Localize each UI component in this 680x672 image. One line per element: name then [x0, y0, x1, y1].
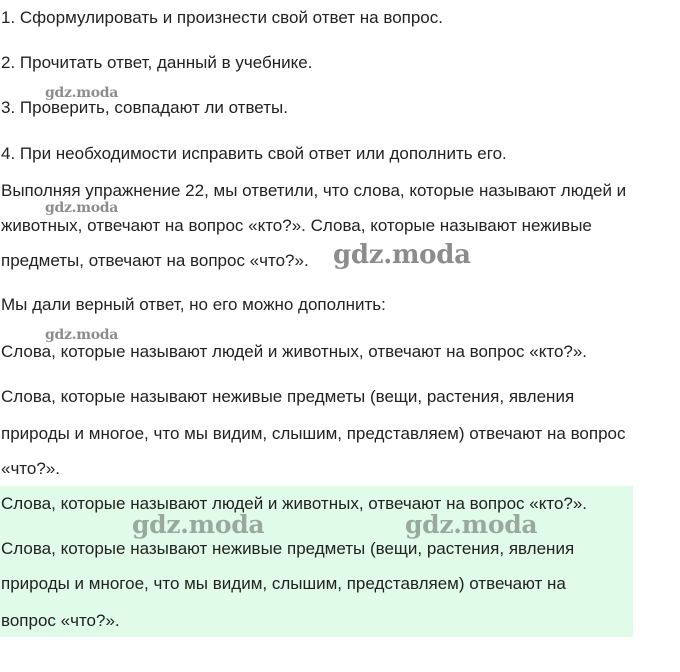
- watermark-2: gdz.moda: [45, 200, 119, 216]
- highlighted-line-1: Слова, которые называют людей и животных, отвечают на вопрос «кто?».: [1, 494, 588, 513]
- answer-line-4: «что?».: [1, 459, 60, 478]
- watermark-3: gdz.moda: [333, 240, 471, 270]
- step-1: 1. Сформулировать и произнести свой ответ на вопрос.: [1, 8, 443, 27]
- paragraph1-line-3: предметы, отвечают на вопрос «что?».: [1, 251, 309, 270]
- watermark-6: gdz.moda: [405, 510, 538, 539]
- step-3: 3. Проверить, совпадают ли ответы.: [1, 98, 288, 117]
- paragraph1-line-2: животных, отвечают на вопрос «кто?». Слова, которые называют неживые: [1, 216, 592, 235]
- highlighted-line-4: вопрос «что?».: [1, 611, 120, 630]
- answer-line-1: Слова, которые называют людей и животных, отвечают на вопрос «кто?».: [1, 342, 588, 361]
- highlighted-line-2: Слова, которые называют неживые предметы (вещи, растения, явления: [1, 539, 575, 558]
- watermark-1: gdz.moda: [45, 85, 119, 101]
- step-2: 2. Прочитать ответ, данный в учебнике.: [1, 53, 313, 72]
- watermark-4: gdz.moda: [45, 327, 119, 343]
- watermark-5: gdz.moda: [132, 510, 265, 539]
- intro-text: Мы дали верный ответ, но его можно дополнить:: [1, 295, 386, 314]
- answer-line-2: Слова, которые называют неживые предметы (вещи, растения, явления: [1, 387, 575, 406]
- paragraph1-line-1: Выполняя упражнение 22, мы ответили, что слова, которые называют людей и: [1, 181, 627, 200]
- answer-line-3: природы и многое, что мы видим, слышим, представляем) отвечают на вопрос: [1, 424, 626, 443]
- highlighted-line-3: природы и многое, что мы видим, слышим, представляем) отвечают на: [1, 574, 566, 593]
- step-4: 4. При необходимости исправить свой ответ или дополнить его.: [1, 144, 507, 163]
